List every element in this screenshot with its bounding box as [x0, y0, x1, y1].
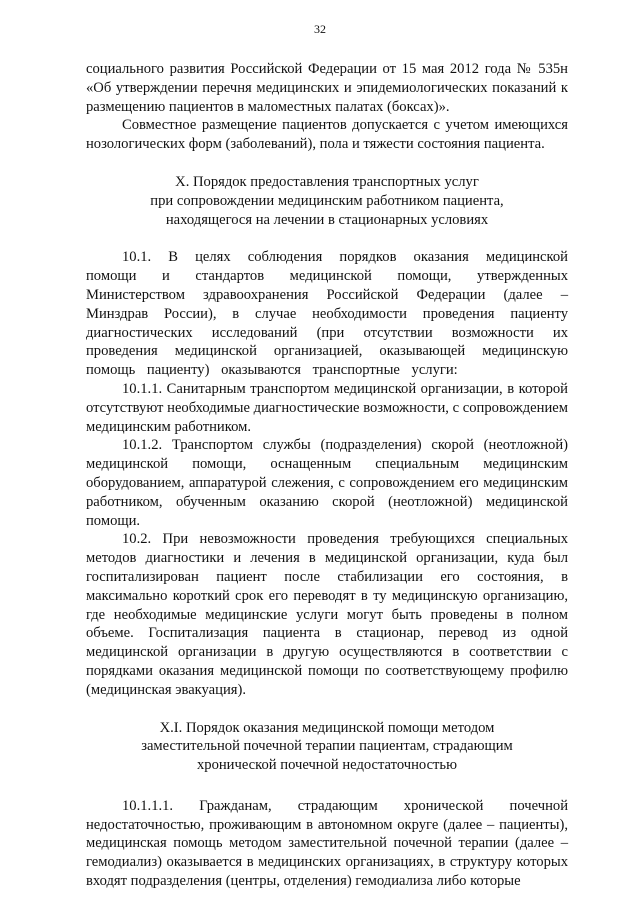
page-number: 32	[314, 22, 326, 36]
section-x1-title	[86, 719, 568, 775]
paragraph-continuation: социального развития Российской Федерации от 15 мая 2012 года № 535н «Об утверждении перечня медицинских и эпидемиологических показаний к размещению пациентов в маломестных палатах (боксах)».	[86, 61, 568, 115]
paragraph-10-1: 10.1. В целях соблюдения порядков оказания медицинской помощи и стандартов медицинской помощи, утвержденных Министерством здравоохранения Российской Федерации (далее – Минздрав России), в случае необходимости проведения пациенту диагностических исследований (при отсутствии возможности их проведения медицинской организацией, оказывающей медицинскую помощь пациенту) оказываются транспортные услуги:	[86, 249, 568, 379]
document-body	[86, 60, 568, 891]
section-x1-title-line-1: X.I. Порядок оказания медицинской помощи методом	[159, 719, 495, 736]
paragraph-joint-placement: Совместное размещение пациентов допускается с учетом имеющихся нозологических форм (заболеваний), пола и тяжести состояния пациента.	[86, 117, 568, 153]
section-x-title	[86, 173, 568, 229]
section-x-title-line-3: находящегося на лечении в стационарных условиях	[165, 211, 489, 228]
paragraph-10-1-1-1: 10.1.1.1. Гражданам, страдающим хронической почечной недостаточностью, проживающим в автономном округе (далее – пациенты), медицинская помощь методом заместительной почечной терапии (далее – гемодиализ) оказывается в медицинских организациях, в структуру которых входят подразделения (центры, отделения) гемодиализа либо которые	[86, 797, 568, 890]
paragraph-10-2: 10.2. При невозможности проведения требующихся специальных методов диагностики и лечения в медицинской организации, куда был госпитализирован пациент после стабилизации его состояния, в максимально короткий срок его переводят в ту медицинскую организацию, где необходимые медицинские услуги могут быть проведены в полном объеме. Госпитализация пациента в стационар, перевод из одной медицинской организации в другую осуществляются в соответствии с порядками оказания медицинской помощи по соответствующему профилю (медицинская эвакуация).	[86, 531, 568, 698]
paragraph-10-1-1: 10.1.1. Санитарным транспортом медицинской организации, в которой отсутствуют необходимые диагностические возможности, с сопровождением медицинским работником.	[86, 380, 568, 435]
section-x1-title-line-2: заместительной почечной терапии пациентам, страдающим	[141, 738, 513, 755]
section-x1-title-line-3: хронической почечной недостаточностью	[196, 757, 457, 774]
section-x-title-line-1: X. Порядок предоставления транспортных услуг	[175, 173, 479, 190]
section-x-title-line-2: при сопровождении медицинским работником пациента,	[150, 192, 504, 209]
paragraph-10-1-2: 10.1.2. Транспортом службы (подразделения) скорой (неотложной) медицинской помощи, оснащенным специальным медицинским оборудованием, аппаратурой слежения, с сопровождением его медицинским работником, обученным оказанию скорой (неотложной) медицинской помощи.	[86, 437, 568, 529]
